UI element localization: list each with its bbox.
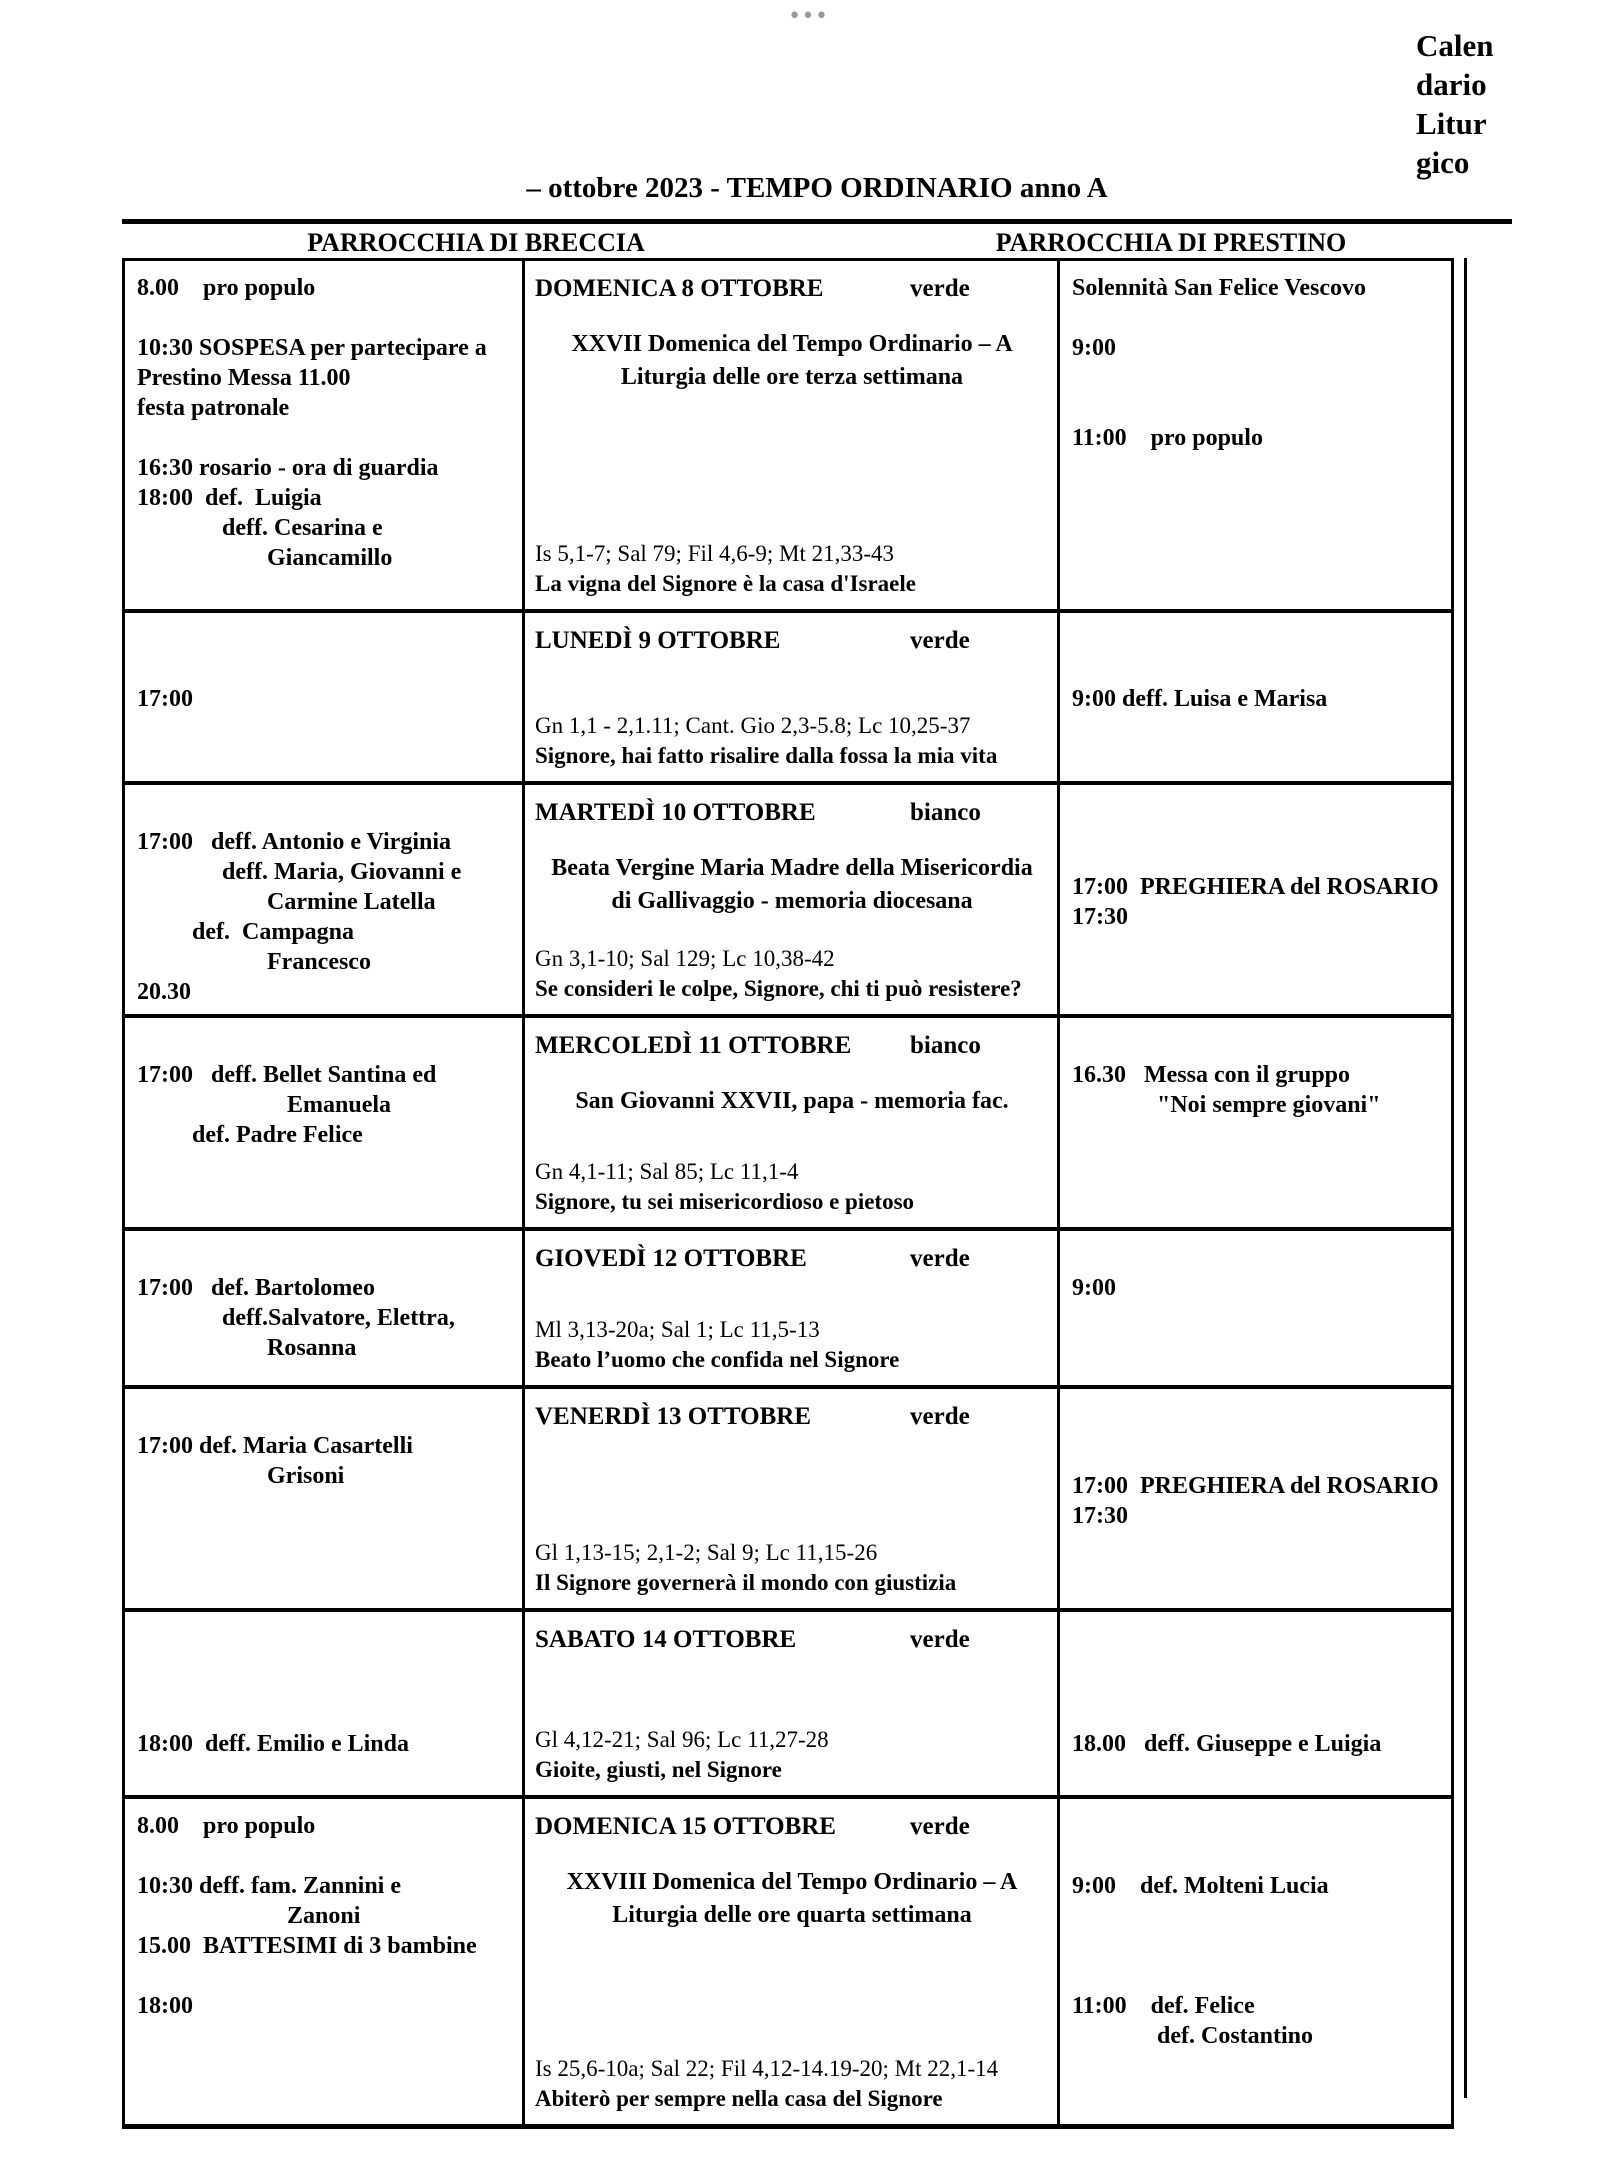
- responsorial-psalm: La vigna del Signore è la casa d'Israele: [535, 571, 916, 596]
- day-cell: [525, 613, 1060, 781]
- liturgical-color-label: verde: [910, 1245, 970, 1272]
- readings-block: [535, 711, 1049, 771]
- page-title: – ottobre 2023 - TEMPO ORDINARIO anno A: [526, 172, 1108, 204]
- cell-line: 9:00 deff. Luisa e Marisa: [1072, 686, 1328, 712]
- table-row: [125, 1389, 1451, 1612]
- cell-line: Emanuela: [287, 1092, 392, 1118]
- lectionary-reference: Is 25,6-10a; Sal 22; Fil 4,12-14.19-20; Mt 22,1-14: [535, 2056, 999, 2081]
- table-row: [125, 1231, 1451, 1389]
- feast-line: Beata Vergine Maria Madre della Misericordia: [551, 855, 1033, 881]
- spacer: [535, 918, 1049, 944]
- blank-line: [1072, 393, 1447, 423]
- breccia-cell: [125, 1389, 525, 1608]
- column-header-prestino: PARROCCHIA DI PRESTINO: [995, 228, 1347, 257]
- cell-line: 18:00 def. Luigia: [137, 485, 322, 511]
- feast-line: XXVIII Domenica del Tempo Ordinario – A: [566, 1869, 1018, 1895]
- menu-dots-icon[interactable]: •••: [789, 0, 831, 30]
- blank-line: [1072, 1243, 1447, 1273]
- table-row: [125, 261, 1451, 613]
- responsorial-psalm: Signore, hai fatto risalire dalla fossa la mia vita: [535, 743, 998, 768]
- lectionary-reference: Gn 4,1-11; Sal 85; Lc 11,1-4: [535, 1159, 799, 1184]
- feast-line: Liturgia delle ore quarta settimana: [612, 1902, 972, 1928]
- blank-line: [137, 1961, 510, 1991]
- day-header: [535, 1811, 1049, 1842]
- cell-line: 17:00: [137, 686, 193, 712]
- blank-line: [1072, 1901, 1447, 1931]
- blank-line: [137, 1030, 510, 1060]
- responsorial-psalm: Beato l’uomo che confida nel Signore: [535, 1347, 900, 1372]
- blank-line: [137, 303, 510, 333]
- cell-line: 11:00 pro populo: [1072, 425, 1263, 451]
- breccia-cell: [125, 1799, 525, 2124]
- prestino-cell: [1060, 1612, 1451, 1795]
- cell-line: 17:00 def. Bartolomeo: [137, 1275, 375, 1301]
- cell-line: Giancamillo: [267, 545, 393, 571]
- column-header-breccia: PARROCCHIA DI BRECCIA: [307, 228, 645, 257]
- cell-line: Grisoni: [267, 1463, 345, 1489]
- day-header: [535, 1624, 1049, 1655]
- day-cell: [525, 261, 1060, 609]
- readings-block: [535, 1725, 1049, 1785]
- breccia-cell: [125, 613, 525, 781]
- breccia-cell: [125, 261, 525, 609]
- cell-line: 18:00 deff. Emilio e Linda: [137, 1731, 410, 1757]
- feast-line: Liturgia delle ore terza settimana: [620, 364, 964, 390]
- day-title: SABATO 14 OTTOBRE: [535, 1626, 797, 1653]
- feast-line: San Giovanni XXVII, papa - memoria fac.: [575, 1088, 1009, 1114]
- prestino-cell: [1060, 1231, 1451, 1385]
- day-cell: [525, 1612, 1060, 1795]
- breccia-cell: [125, 1231, 525, 1385]
- cell-line: Solennità San Felice Vescovo: [1072, 275, 1367, 301]
- spacer: [535, 1932, 1049, 2054]
- day-title: MERCOLEDÌ 11 OTTOBRE: [535, 1032, 852, 1059]
- table-outer-border: [1464, 258, 1467, 2098]
- cell-line: 17:00 def. Maria Casartelli: [137, 1433, 413, 1459]
- day-title: VENERDÌ 13 OTTOBRE: [535, 1403, 811, 1430]
- responsorial-psalm: Se consideri le colpe, Signore, chi ti può resistere?: [535, 976, 1022, 1001]
- liturgical-color-label: verde: [910, 1626, 970, 1653]
- cell-line: 17:30: [1072, 1502, 1128, 1529]
- day-cell: [525, 1799, 1060, 2124]
- cell-line: 18:00: [137, 1993, 193, 2019]
- day-header: [535, 1401, 1049, 1432]
- liturgical-color-label: bianco: [910, 799, 981, 826]
- day-header: [535, 1243, 1049, 1274]
- cell-line: deff. Maria, Giovanni e: [222, 859, 462, 885]
- table-row: [125, 1612, 1451, 1799]
- cell-line: 8.00 pro populo: [137, 1813, 316, 1839]
- cell-line: 17:00 PREGHIERA del ROSARIO: [1072, 1472, 1439, 1499]
- blank-line: [1072, 1931, 1447, 1961]
- blank-line: [1072, 1811, 1447, 1841]
- blank-line: [137, 1841, 510, 1871]
- table-row: [125, 613, 1451, 785]
- blank-line: [1072, 363, 1447, 393]
- cell-line: 11:00 def. Felice: [1072, 1993, 1255, 2019]
- cell-line: def. Campagna: [192, 919, 355, 945]
- day-header: [535, 625, 1049, 656]
- responsorial-psalm: Il Signore governerà il mondo con giustizia: [535, 1570, 957, 1595]
- cell-line: 16.30 Messa con il gruppo: [1072, 1062, 1351, 1088]
- table-row: [125, 1018, 1451, 1231]
- cell-line: deff. Cesarina e: [222, 515, 383, 541]
- lectionary-reference: Gn 1,1 - 2,1.11; Cant. Gio 2,3-5.8; Lc 10,25-37: [535, 713, 971, 738]
- prestino-cell: [1060, 785, 1451, 1014]
- cell-line: 17:30: [1072, 903, 1128, 930]
- responsorial-psalm: Signore, tu sei misericordioso e pietoso: [535, 1189, 915, 1214]
- cell-line: 17:00 PREGHIERA del ROSARIO: [1072, 873, 1439, 900]
- readings-block: [535, 944, 1049, 1004]
- liturgical-color-label: verde: [910, 627, 970, 654]
- day-header: [535, 797, 1049, 828]
- corner-label-line: Calen: [1416, 28, 1494, 63]
- spacer: [535, 1432, 1049, 1538]
- table-row: [125, 1799, 1451, 2124]
- title-rule: [122, 219, 1512, 224]
- liturgical-color-label: bianco: [910, 1032, 981, 1059]
- prestino-cell: [1060, 1018, 1451, 1227]
- readings-block: [535, 2054, 1049, 2114]
- breccia-cell: [125, 785, 525, 1014]
- spacer: [535, 394, 1049, 539]
- cell-line: 18.00 deff. Giuseppe e Luigia: [1072, 1731, 1382, 1757]
- cell-line: def. Costantino: [1157, 2023, 1314, 2049]
- breccia-cell: [125, 1612, 525, 1795]
- readings-block: [535, 1538, 1049, 1598]
- feast-title-block: [535, 1085, 1049, 1118]
- corner-label: [1416, 26, 1528, 182]
- cell-line: 10:30 deff. fam. Zannini e: [137, 1873, 401, 1899]
- day-cell: [525, 1389, 1060, 1608]
- lectionary-reference: Is 5,1-7; Sal 79; Fil 4,6-9; Mt 21,33-43: [535, 541, 895, 566]
- day-header: [535, 1030, 1049, 1061]
- table-row: [125, 785, 1451, 1018]
- spacer: [535, 656, 1049, 711]
- cell-line: 9:00: [1072, 335, 1116, 361]
- spacer: [535, 1655, 1049, 1725]
- calendar-table: [122, 258, 1454, 2129]
- lectionary-reference: Gl 4,12-21; Sal 96; Lc 11,27-28: [535, 1727, 829, 1752]
- cell-line: Zanoni: [287, 1903, 361, 1929]
- prestino-cell: [1060, 1799, 1451, 2124]
- breccia-cell: [125, 1018, 525, 1227]
- day-cell: [525, 1231, 1060, 1385]
- cell-line: Carmine Latella: [267, 889, 436, 915]
- day-cell: [525, 1018, 1060, 1227]
- day-title: GIOVEDÌ 12 OTTOBRE: [535, 1245, 807, 1272]
- blank-line: [137, 1401, 510, 1431]
- spacer: [535, 1274, 1049, 1315]
- cell-line: 16:30 rosario - ora di guardia: [137, 455, 439, 481]
- feast-title-block: [535, 1866, 1049, 1932]
- corner-label-line: Litur: [1416, 106, 1487, 141]
- cell-line: 9:00: [1072, 1275, 1116, 1301]
- corner-label-line: dario: [1416, 67, 1487, 102]
- cell-line: 10:30 SOSPESA per partecipare a: [137, 335, 487, 361]
- cell-line: 8.00 pro populo: [137, 275, 316, 301]
- prestino-cell: [1060, 613, 1451, 781]
- cell-line: festa patronale: [137, 395, 290, 421]
- feast-line: di Gallivaggio - memoria diocesana: [611, 888, 973, 914]
- day-cell: [525, 785, 1060, 1014]
- lectionary-reference: Ml 3,13-20a; Sal 1; Lc 11,5-13: [535, 1317, 820, 1342]
- cell-line: 20.30: [137, 979, 191, 1005]
- readings-block: [535, 539, 1049, 599]
- cell-line: def. Padre Felice: [192, 1122, 363, 1148]
- blank-line: [1072, 303, 1447, 333]
- lectionary-reference: Gl 1,13-15; 2,1-2; Sal 9; Lc 11,15-26: [535, 1540, 878, 1565]
- cell-line: Francesco: [267, 949, 371, 975]
- blank-line: [137, 1243, 510, 1273]
- corner-label-line: gico: [1416, 145, 1470, 180]
- day-title: LUNEDÌ 9 OTTOBRE: [535, 627, 781, 654]
- blank-line: [1072, 1030, 1447, 1060]
- cell-line: "Noi sempre giovani": [1157, 1092, 1381, 1118]
- cell-line: deff.Salvatore, Elettra,: [222, 1305, 455, 1331]
- blank-line: [137, 797, 510, 827]
- day-title: DOMENICA 8 OTTOBRE: [535, 275, 824, 302]
- readings-block: [535, 1315, 1049, 1375]
- readings-block: [535, 1157, 1049, 1217]
- liturgical-color-label: verde: [910, 1813, 970, 1840]
- prestino-cell: [1060, 261, 1451, 609]
- feast-title-block: [535, 852, 1049, 918]
- liturgical-color-label: verde: [910, 275, 970, 302]
- feast-title-block: [535, 328, 1049, 394]
- cell-line: Rosanna: [267, 1335, 357, 1361]
- cell-line: 15.00 BATTESIMI di 3 bambine: [137, 1933, 477, 1959]
- cell-line: 17:00 deff. Bellet Santina ed: [137, 1062, 437, 1088]
- responsorial-psalm: Gioite, giusti, nel Signore: [535, 1757, 782, 1782]
- cell-line: 17:00 deff. Antonio e Virginia: [137, 829, 452, 855]
- responsorial-psalm: Abiterò per sempre nella casa del Signore: [535, 2086, 943, 2111]
- day-header: [535, 273, 1049, 304]
- cell-line: 9:00 def. Molteni Lucia: [1072, 1873, 1329, 1899]
- feast-line: XXVII Domenica del Tempo Ordinario – A: [571, 331, 1013, 357]
- spacer: [535, 1118, 1049, 1157]
- lectionary-reference: Gn 3,1-10; Sal 129; Lc 10,38-42: [535, 946, 835, 971]
- blank-line: [1072, 1961, 1447, 1991]
- blank-line: [1072, 1841, 1447, 1871]
- cell-line: Prestino Messa 11.00: [137, 365, 351, 391]
- day-title: DOMENICA 15 OTTOBRE: [535, 1813, 836, 1840]
- liturgical-color-label: verde: [910, 1403, 970, 1430]
- blank-line: [137, 423, 510, 453]
- day-title: MARTEDÌ 10 OTTOBRE: [535, 799, 816, 826]
- prestino-cell: [1060, 1389, 1451, 1608]
